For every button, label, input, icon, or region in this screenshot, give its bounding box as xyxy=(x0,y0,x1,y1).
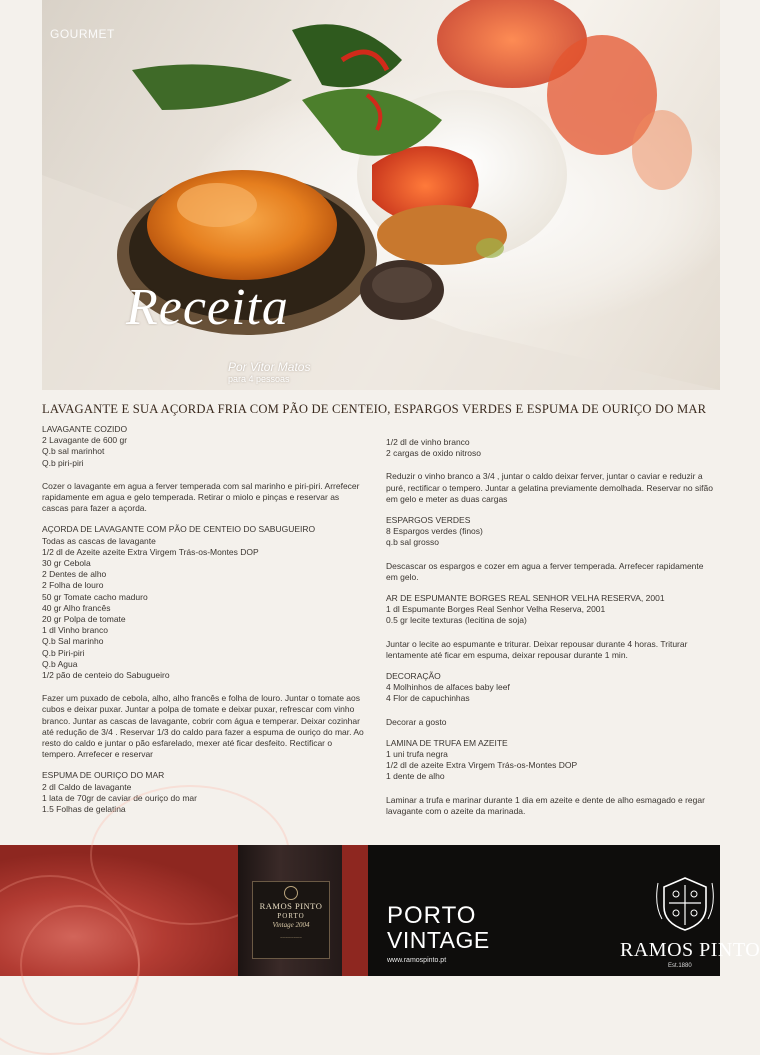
ad-established: Est.1880 xyxy=(668,963,692,969)
ingredient: Q.b Sal marinho xyxy=(42,636,104,647)
ingredient: Q.b sal marinhot xyxy=(42,446,105,457)
author-byline: Por Vitor Matos xyxy=(228,360,311,374)
ingredient: 20 gr Polpa de tomate xyxy=(42,614,126,625)
ingredient: 2 Dentes de alho xyxy=(42,569,107,580)
ingredient: Q.b Piri-piri xyxy=(42,647,85,658)
ingredient: 1.5 Folhas de gelatina xyxy=(42,804,126,815)
brand-crest-icon xyxy=(654,875,716,933)
section-heading: ESPARGOS VERDES xyxy=(386,515,471,526)
ingredient: 1/2 dl de azeite Extra Virgem Trás-os-Montes DOP xyxy=(386,760,578,771)
ad-url[interactable]: www.ramospinto.pt xyxy=(387,957,447,964)
ad-headline-vintage: VINTAGE xyxy=(387,927,490,953)
recipe-photo xyxy=(42,0,720,390)
ingredient: 1 dl Vinho branco xyxy=(42,625,109,636)
ingredient: 1 uni trufa negra xyxy=(386,749,448,760)
ingredient: Todas as cascas de lavagante xyxy=(42,535,156,546)
method-text: Fazer um puxado de cebola, alho, alho francês e folha de louro. Juntar o tomate aos cubos e deixar puxar. Juntar a polpa de tomate e deixar puxar, refrescar com vinho branco. Juntar as cascas de lavagante, cobrir com água e temperar. Deixar cozinhar até redução de 3/4 . Reservar 1/3 do caldo para fazer a espuma de ouriço do mar. Ao resto do caldo e juntar o pão esfarelado, mexer até ficar desfeito. Rectificar o tempero. Arrefecer e reservar xyxy=(42,693,364,760)
method-text: Juntar o lecite ao espumante e triturar. Deixar repousar durante 4 horas. Triturar lentamente até ficar em espuma, deixar repousar durante 1 min. xyxy=(386,638,688,660)
servings: para 4 pessoas xyxy=(228,374,290,384)
ingredient: 0.5 gr lecite texturas (lecitina de soja) xyxy=(386,615,527,626)
ingredient: 50 gr Tomate cacho maduro xyxy=(42,591,148,602)
signature-icon: ~~~~~~~~ xyxy=(280,936,302,941)
ingredient: 4 Flor de capuchinhas xyxy=(386,693,470,704)
ingredient: 1 dente de alho xyxy=(386,771,445,782)
section-decoracao xyxy=(386,671,716,728)
ingredient: 1 dl Espumante Borges Real Senhor Velha Reserva, 2001 xyxy=(386,604,606,615)
ingredient: 2 Lavagante de 600 gr xyxy=(42,435,128,446)
section-ar xyxy=(386,593,716,661)
ad-black-panel xyxy=(368,845,760,976)
section-heading: ESPUMA DE OURIÇO DO MAR xyxy=(42,770,165,781)
ingredient: 1/2 dl de Azeite azeite Extra Virgem Trás-os-Montes DOP xyxy=(42,546,259,557)
ad-red-panel xyxy=(0,845,368,976)
ingredient: 40 gr Alho francês xyxy=(42,602,111,613)
left-column xyxy=(42,424,367,825)
ingredient: q.b sal grosso xyxy=(386,537,439,548)
ingredient: 1/2 pão de centeio do Sabugueiro xyxy=(42,670,170,681)
method-text: Reduzir o vinho branco a 3/4 , juntar o caldo deixar ferver, juntar o caviar e reduzir a puré, rectificar o tempero. Juntar a gelatina previamente demolhada. Reservar no sifão em gelo e meter as duas cargas xyxy=(386,471,713,504)
right-column xyxy=(386,437,716,827)
section-trufa xyxy=(386,738,716,817)
method-text: Cozer o lavagante em agua a ferver temperada com sal marinho e piri-piri. Arrefecer rapidamente em agua e gelo temperada. Retirar o miolo e pinças e reservar as cascas para fazer a açorda. xyxy=(42,480,360,514)
ingredient: Q.b Agua xyxy=(42,658,78,669)
section-label: GOURMET xyxy=(50,27,115,41)
section-heading: AÇORDA DE LAVAGANTE COM PÃO DE CENTEIO DO SABUGUEIRO xyxy=(42,524,316,535)
method-text: Laminar a trufa e marinar durante 1 dia em azeite e dente de alho esmagado e regar lavagante com o azeite da marinada. xyxy=(386,794,705,816)
section-heading: LAMINA DE TRUFA EM AZEITE xyxy=(386,737,508,748)
ingredient: 2 dl Caldo de lavagante xyxy=(42,781,132,792)
wine-bottle xyxy=(238,845,342,976)
method-text: Decorar a gosto xyxy=(386,716,447,727)
ingredient: 1/2 dl de vinho branco xyxy=(386,437,470,447)
section-heading: AR DE ESPUMANTE BORGES REAL SENHOR VELHA RESERVA, 2001 xyxy=(386,593,665,604)
bottle-label xyxy=(252,881,330,959)
ingredient: 2 Folha de louro xyxy=(42,580,104,591)
bottle-brand: RAMOS PINTO xyxy=(259,901,323,911)
ingredient: 30 gr Cebola xyxy=(42,558,91,569)
recipe-title: LAVAGANTE E SUA AÇORDA FRIA COM PÃO DE CENTEIO, ESPARGOS VERDES E ESPUMA DE OURIÇO DO MAR xyxy=(42,402,707,416)
section-lavagante xyxy=(42,424,367,514)
bottle-type: PORTO xyxy=(277,912,305,920)
feature-title: Receita xyxy=(126,279,289,336)
section-heading: DECORAÇÃO xyxy=(386,671,441,682)
ingredient: 1 lata de 70gr de caviar de ouriço do mar xyxy=(42,792,197,803)
ad-brand-name: RAMOS PINTO xyxy=(620,939,760,961)
section-espargos xyxy=(386,515,716,583)
method-text: Descascar os espargos e cozer em agua a ferver temperada. Arrefecer rapidamente em gelo. xyxy=(386,560,704,582)
ingredient: 4 Molhinhos de alfaces baby leef xyxy=(386,682,510,693)
section-heading: LAVAGANTE COZIDO xyxy=(42,424,128,434)
ingredient: 8 Espargos verdes (finos) xyxy=(386,526,483,537)
section-acorda xyxy=(42,524,367,760)
crest-icon xyxy=(284,886,298,900)
ingredient: Q.b piri-piri xyxy=(42,457,84,468)
ad-headline-porto: PORTO xyxy=(387,902,477,929)
advertisement xyxy=(0,845,760,976)
section-espuma-cont xyxy=(386,437,716,505)
ingredient: 2 cargas de oxido nitroso xyxy=(386,448,481,459)
bottle-vintage: Vintage 2004 xyxy=(272,921,310,929)
